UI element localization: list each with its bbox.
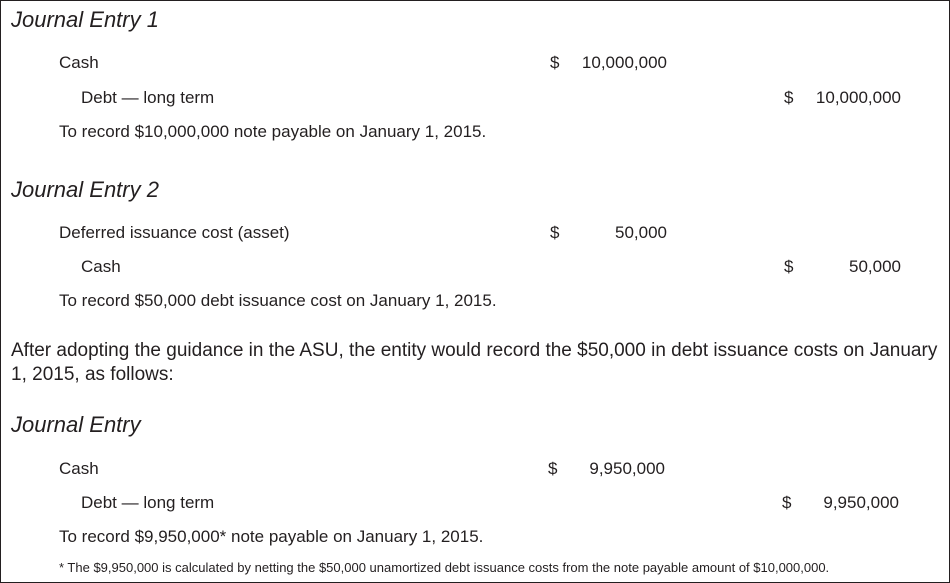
entry-3-credit-amount: 9,950,000 — [823, 493, 899, 512]
entry-1-credit-currency: $ — [784, 88, 794, 107]
entry-3-credit-currency: $ — [782, 493, 792, 512]
entry-3-memo: To record $9,950,000* note payable on January 1, 2015. — [59, 527, 484, 546]
entry-2-memo: To record $50,000 debt issuance cost on January 1, 2015. — [59, 291, 497, 310]
entry-1-credit-amount: 10,000,000 — [815, 88, 901, 107]
entry-3-debit-currency: $ — [548, 459, 558, 478]
entry-3-debit-account: Cash — [59, 459, 99, 478]
entry-3-credit-account: Debt — long term — [81, 493, 215, 512]
entry-1-debit-amount: 10,000,000 — [581, 53, 667, 72]
entry-2-credit-account: Cash — [81, 257, 121, 276]
entry-2-debit-amount: 50,000 — [615, 223, 667, 242]
entry-2-credit-amount: 50,000 — [849, 257, 901, 276]
entry-1-debit-account: Cash — [59, 53, 99, 72]
entry-1-heading: Journal Entry 1 — [11, 7, 159, 32]
entry-3-debit-amount: 9,950,000 — [589, 459, 665, 478]
entry-2-debit-account: Deferred issuance cost (asset) — [59, 223, 290, 242]
entry-1-credit-account: Debt — long term — [81, 88, 215, 107]
entry-2-credit-currency: $ — [784, 257, 794, 276]
entry-2-heading: Journal Entry 2 — [11, 177, 159, 202]
entry-3-heading: Journal Entry — [11, 412, 141, 437]
entry-1-debit-currency: $ — [550, 53, 560, 72]
footnote: * The $9,950,000 is calculated by netting the $50,000 unamortized debt issuance costs from the note payable amount of $10,000,000. — [59, 560, 830, 575]
entry-1-memo: To record $10,000,000 note payable on January 1, 2015. — [59, 122, 487, 141]
entry-2-debit-currency: $ — [550, 223, 560, 242]
explanatory-paragraph: After adopting the guidance in the ASU, the entity would record the $50,000 in debt issuance costs on January 1, 2015, as follows: — [11, 340, 938, 385]
